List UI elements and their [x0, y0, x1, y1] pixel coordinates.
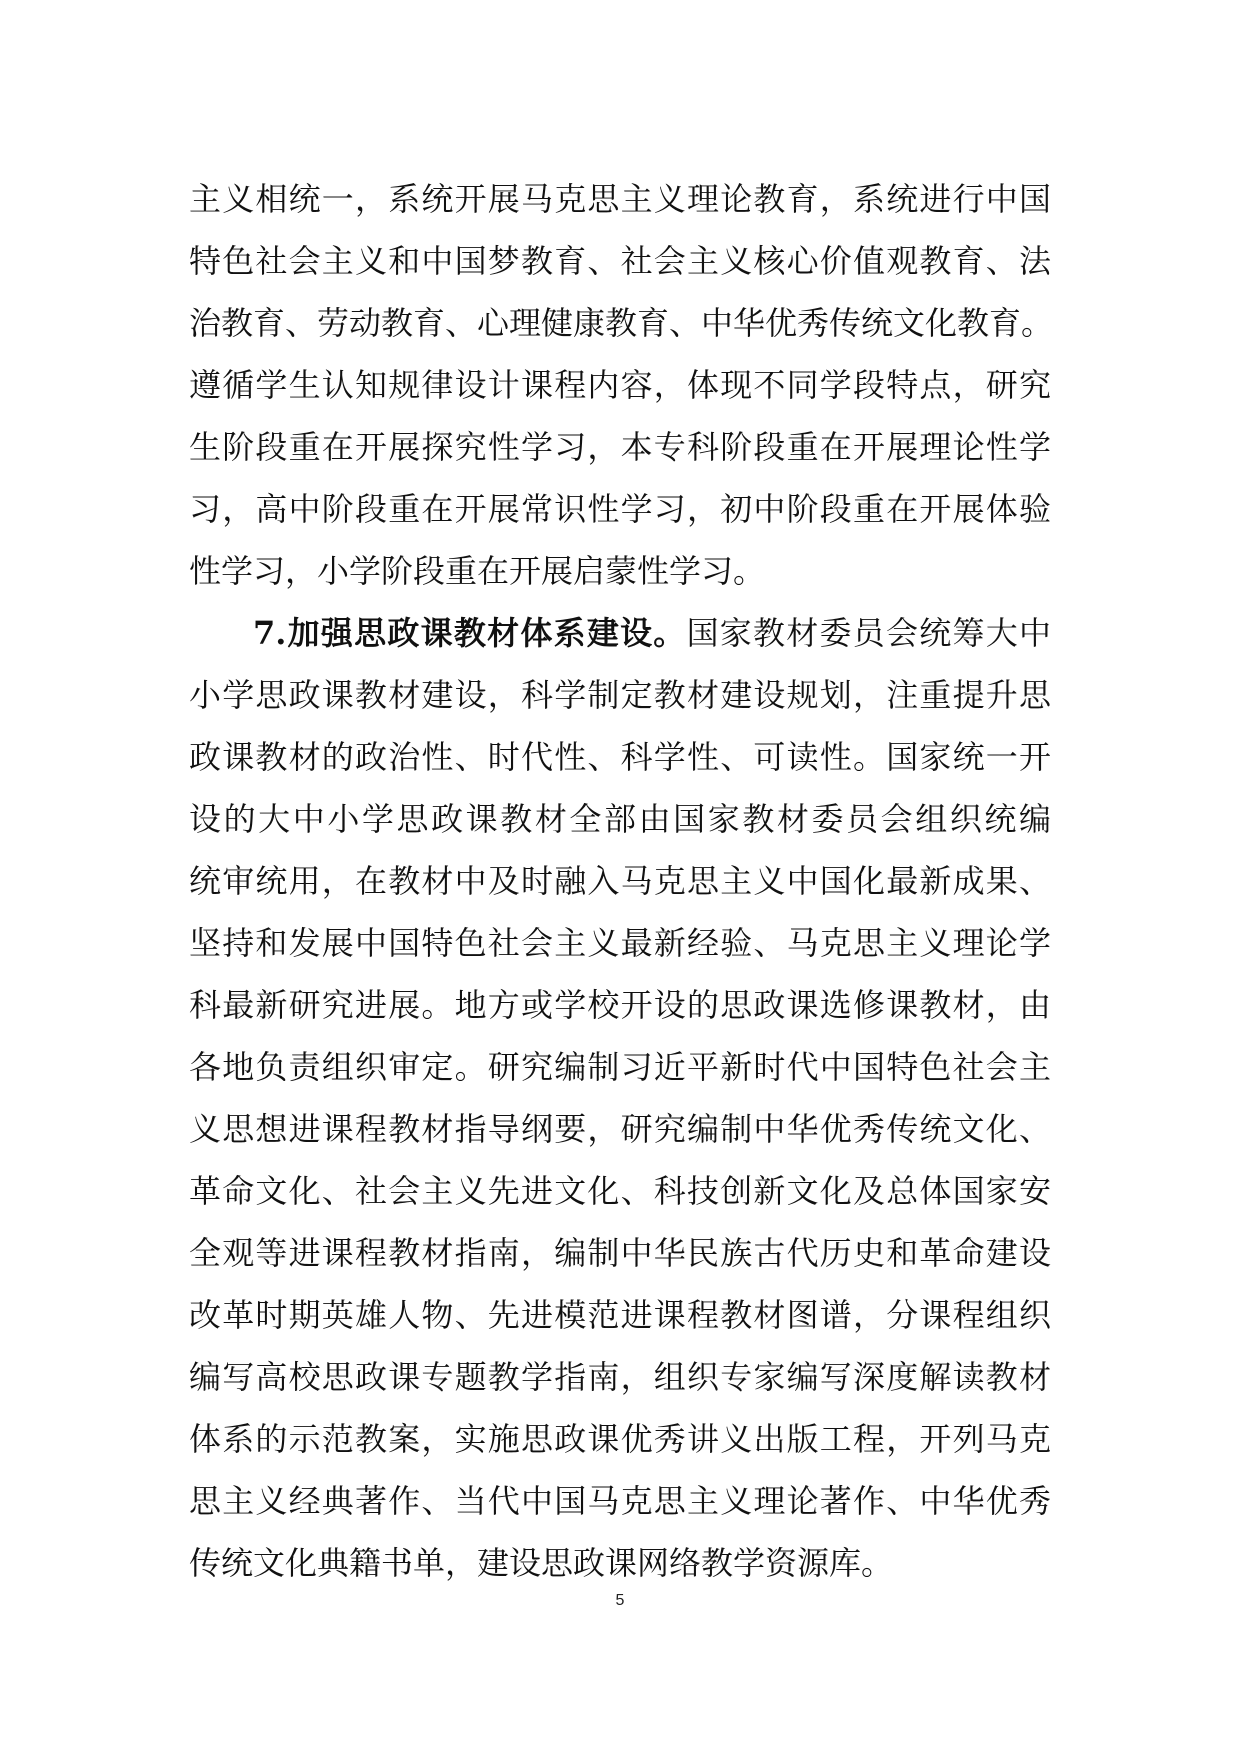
text-line: 性学习，小学阶段重在开展启蒙性学习。: [189, 552, 766, 590]
text-line: 主义相统一，系统开展马克思主义理论教育，系统进行中国: [189, 180, 1051, 218]
heading-continuation: 国家教材委员会统筹大中: [686, 614, 1051, 652]
text-line: 思主义经典著作、当代中国马克思主义理论著作、中华优秀: [189, 1482, 1051, 1520]
page-number: 5: [615, 1592, 625, 1609]
text-line: 编写高校思政课专题教学指南，组织专家编写深度解读教材: [189, 1358, 1051, 1396]
text-line: 特色社会主义和中国梦教育、社会主义核心价值观教育、法: [189, 242, 1051, 280]
text-line: 小学思政课教材建设，科学制定教材建设规划，注重提升思: [189, 676, 1051, 714]
section-heading: 7.加强思政课教材体系建设。: [253, 614, 687, 652]
text-line: 科最新研究进展。地方或学校开设的思政课选修课教材，由: [189, 986, 1051, 1024]
text-line: 遵循学生认知规律设计课程内容，体现不同学段特点，研究: [189, 366, 1051, 404]
text-line: 治教育、劳动教育、心理健康教育、中华优秀传统文化教育。: [189, 304, 1054, 342]
text-line: 统审统用，在教材中及时融入马克思主义中国化最新成果、: [189, 862, 1051, 900]
text-line: 改革时期英雄人物、先进模范进课程教材图谱，分课程组织: [189, 1296, 1051, 1334]
paragraph-first-line: [189, 602, 1051, 664]
text-line: 革命文化、社会主义先进文化、科技创新文化及总体国家安: [189, 1172, 1051, 1210]
text-line: 生阶段重在开展探究性学习，本专科阶段重在开展理论性学: [189, 428, 1051, 466]
text-line: 体系的示范教案，实施思政课优秀讲义出版工程，开列马克: [189, 1420, 1051, 1458]
text-line: 全观等进课程教材指南，编制中华民族古代历史和革命建设: [189, 1234, 1051, 1272]
text-line: 传统文化典籍书单，建设思政课网络教学资源库。: [189, 1544, 894, 1582]
text-line: 习，高中阶段重在开展常识性学习，初中阶段重在开展体验: [189, 490, 1051, 528]
text-line: 义思想进课程教材指导纲要，研究编制中华优秀传统文化、: [189, 1110, 1051, 1148]
text-line: 设的大中小学思政课教材全部由国家教材委员会组织统编: [189, 800, 1051, 838]
text-line: 各地负责组织审定。研究编制习近平新时代中国特色社会主: [189, 1048, 1051, 1086]
body-text: [189, 168, 1054, 1594]
text-line: 坚持和发展中国特色社会主义最新经验、马克思主义理论学: [189, 924, 1051, 962]
text-line: 政课教材的政治性、时代性、科学性、可读性。国家统一开: [189, 738, 1051, 776]
